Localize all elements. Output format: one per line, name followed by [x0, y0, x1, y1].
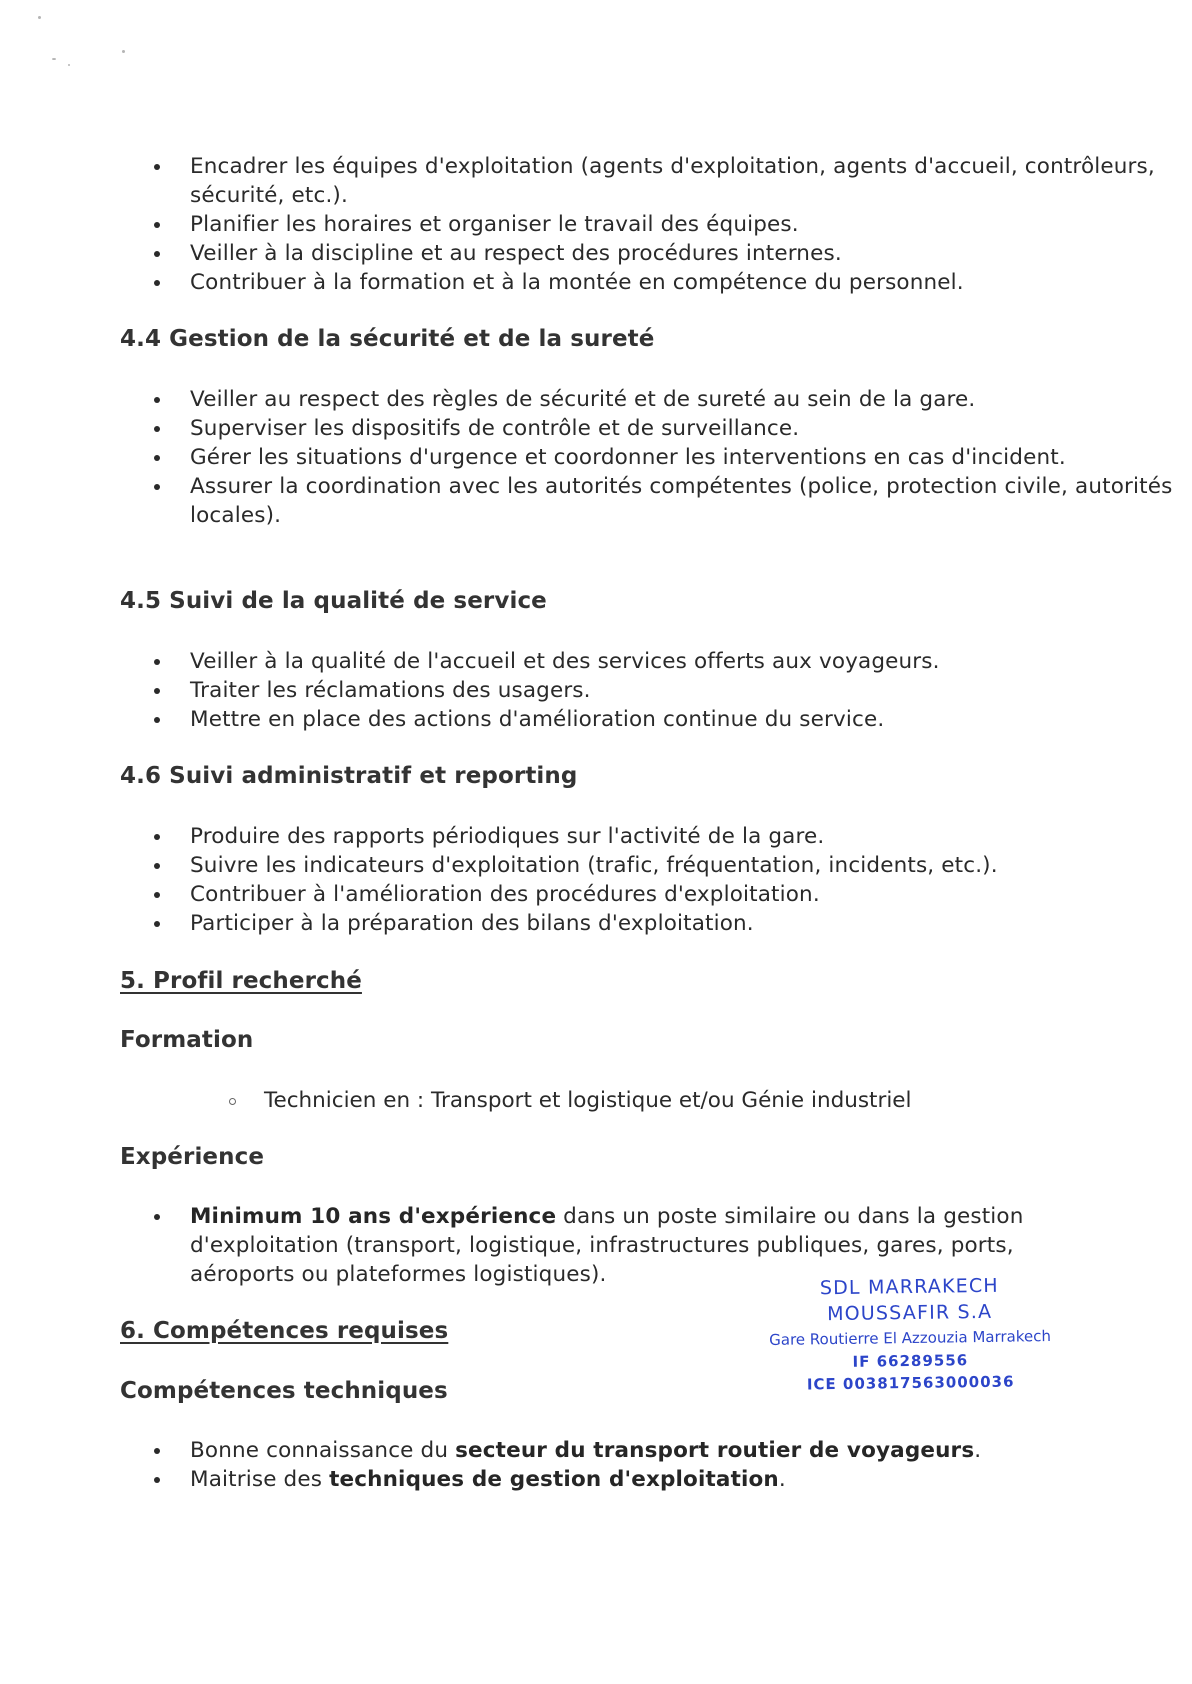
bullet-icon [154, 1214, 160, 1220]
list-item: Planifier les horaires et organiser le travail des équipes. [150, 210, 1192, 239]
technical-skills-heading: Compétences techniques [120, 1378, 448, 1404]
list-item: Bonne connaissance du secteur du transport routier de voyageurs. [150, 1436, 981, 1465]
bullet-icon [154, 717, 160, 723]
list-item: Veiller à la discipline et au respect des procédures internes. [150, 239, 1192, 268]
team-bullet-list [150, 152, 1192, 297]
bullet-icon [154, 164, 160, 170]
bullet-icon [154, 659, 160, 665]
scan-specks [36, 14, 136, 84]
list-item: Veiller au respect des règles de sécurité et de sureté au sein de la gare. [150, 385, 1192, 414]
bullet-icon [154, 921, 160, 927]
list-item: Veiller à la qualité de l'accueil et des services offerts aux voyageurs. [150, 647, 940, 676]
bullet-icon [154, 397, 160, 403]
list-item: Encadrer les équipes d'exploitation (agents d'exploitation, agents d'accueil, contrôleurs, sécurité, etc.). [150, 152, 1192, 210]
company-stamp [739, 1272, 1081, 1397]
quality-bullet-list [150, 647, 940, 734]
experience-heading: Expérience [120, 1144, 265, 1170]
bullet-icon [154, 688, 160, 694]
list-item: Minimum 10 ans d'expérience dans un poste similaire ou dans la gestion d'exploitation (transport, logistique, infrastructures publiques, gares, ports, aéroports ou plateformes logistiques). [150, 1202, 1030, 1289]
bullet-icon [154, 1448, 160, 1454]
list-item: Contribuer à l'amélioration des procédures d'exploitation. [150, 880, 998, 909]
bullet-icon [154, 455, 160, 461]
bullet-icon [154, 280, 160, 286]
section-heading-6: 6. Compétences requises [120, 1318, 449, 1344]
formation-heading: Formation [120, 1027, 254, 1053]
safety-bullet-list [150, 385, 1192, 530]
circle-bullet-icon [229, 1098, 236, 1105]
list-item: Superviser les dispositifs de contrôle et de surveillance. [150, 414, 1192, 443]
list-item: Gérer les situations d'urgence et coordonner les interventions en cas d'incident. [150, 443, 1192, 472]
list-item: Participer à la préparation des bilans d'exploitation. [150, 909, 998, 938]
list-item: Traiter les réclamations des usagers. [150, 676, 940, 705]
bullet-icon [154, 834, 160, 840]
stamp-if-number: IF 66289556 [852, 1351, 969, 1371]
stamp-ice-number: ICE 003817563000036 [806, 1372, 1015, 1394]
bullet-icon [154, 892, 160, 898]
reporting-bullet-list [150, 822, 998, 938]
section-heading-4-5: 4.5 Suivi de la qualité de service [120, 588, 547, 614]
list-item: Produire des rapports périodiques sur l'activité de la gare. [150, 822, 998, 851]
bullet-icon [154, 222, 160, 228]
stamp-company-name: SDL MARRAKECH [819, 1274, 999, 1300]
list-item: Assurer la coordination avec les autorités compétentes (police, protection civile, autorités locales). [150, 472, 1192, 530]
list-item: Suivre les indicateurs d'exploitation (trafic, fréquentation, incidents, etc.). [150, 851, 998, 880]
list-item: Maitrise des techniques de gestion d'exploitation. [150, 1465, 981, 1494]
formation-list [222, 1086, 912, 1115]
stamp-company-entity: MOUSSAFIR S.A [826, 1300, 993, 1326]
section-heading-4-4: 4.4 Gestion de la sécurité et de la sureté [120, 326, 655, 352]
bullet-icon [154, 863, 160, 869]
stamp-address: Gare Routierre El Azzouzia Marrakech [769, 1327, 1052, 1349]
bullet-icon [154, 426, 160, 432]
bullet-icon [154, 484, 160, 490]
bullet-icon [154, 251, 160, 257]
list-item: Mettre en place des actions d'amélioration continue du service. [150, 705, 940, 734]
list-item: Technicien en : Transport et logistique et/ou Génie industriel [222, 1086, 912, 1115]
section-heading-4-6: 4.6 Suivi administratif et reporting [120, 763, 578, 789]
bullet-icon [154, 1477, 160, 1483]
section-heading-5: 5. Profil recherché [120, 968, 362, 994]
technical-skills-list [150, 1436, 981, 1494]
list-item: Contribuer à la formation et à la montée en compétence du personnel. [150, 268, 1192, 297]
